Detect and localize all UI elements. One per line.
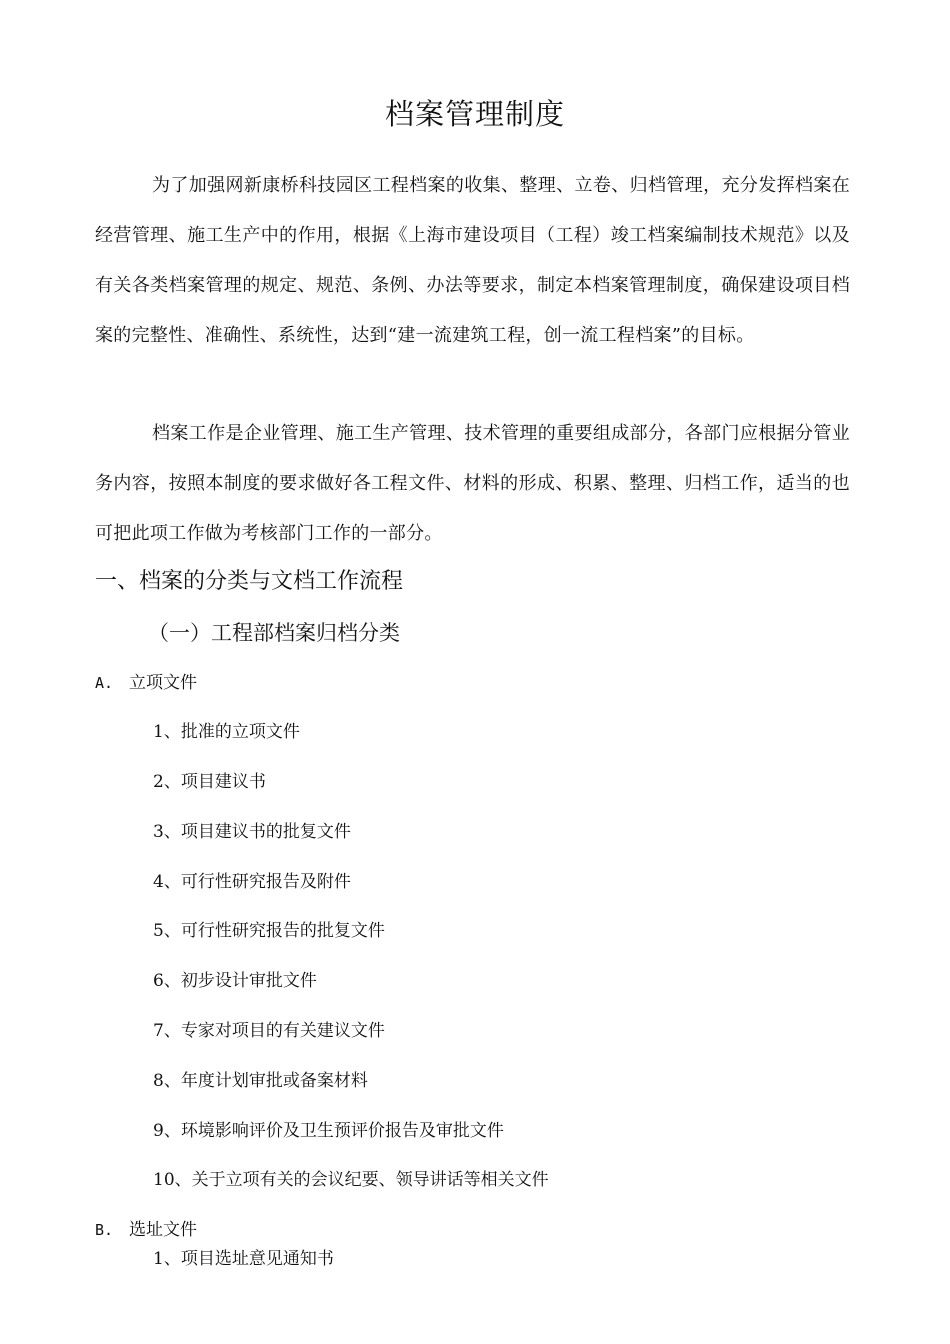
subsection-heading: （一）工程部档案归档分类 <box>148 621 400 645</box>
section-b-heading <box>95 1216 197 1244</box>
list-item: 1、批准的立项文件 <box>153 722 300 742</box>
list-item: 1、项目选址意见通知书 <box>153 1249 334 1269</box>
list-item: 4、可行性研究报告及附件 <box>153 872 351 892</box>
intro-paragraph: 为了加强网新康桥科技园区工程档案的收集、整理、立卷、归档管理，充分发挥档案在经营管理、施工生产中的作用，根据《上海市建设项目（工程）竣工档案编制技术规范》以及有关各类档案管理的规定、规范、条例、办法等要求，制定本档案管理制度，确保建设项目档案的完整性、准确性、系统性，达到“建一流建筑工程，创一流工程档案”的目标。 <box>95 175 850 346</box>
section-a-heading <box>95 669 197 697</box>
scope-paragraph: 档案工作是企业管理、施工生产管理、技术管理的重要组成部分，各部门应根据分管业务内容，按照本制度的要求做好各工程文件、材料的形成、积累、整理、归档工作，适当的也可把此项工作做为考核部门工作的一部分。 <box>95 423 850 544</box>
section-heading: 一、档案的分类与文档工作流程 <box>95 569 404 594</box>
section-b-letter: B. <box>95 1221 114 1239</box>
list-item: 6、初步设计审批文件 <box>153 971 317 991</box>
list-item: 3、项目建议书的批复文件 <box>153 822 351 842</box>
document-title: 档案管理制度 <box>384 97 565 131</box>
list-item: 5、可行性研究报告的批复文件 <box>153 921 385 941</box>
section-a-label: 立项文件 <box>129 673 197 693</box>
list-item: 7、专家对项目的有关建议文件 <box>153 1021 385 1041</box>
list-item: 8、年度计划审批或备案材料 <box>153 1071 368 1091</box>
list-item: 9、环境影响评价及卫生预评价报告及审批文件 <box>153 1121 504 1141</box>
list-item: 2、项目建议书 <box>153 772 266 792</box>
section-b-label: 选址文件 <box>129 1220 197 1240</box>
list-item: 10、关于立项有关的会议纪要、领导讲话等相关文件 <box>153 1170 549 1190</box>
section-a-letter: A. <box>95 674 114 692</box>
